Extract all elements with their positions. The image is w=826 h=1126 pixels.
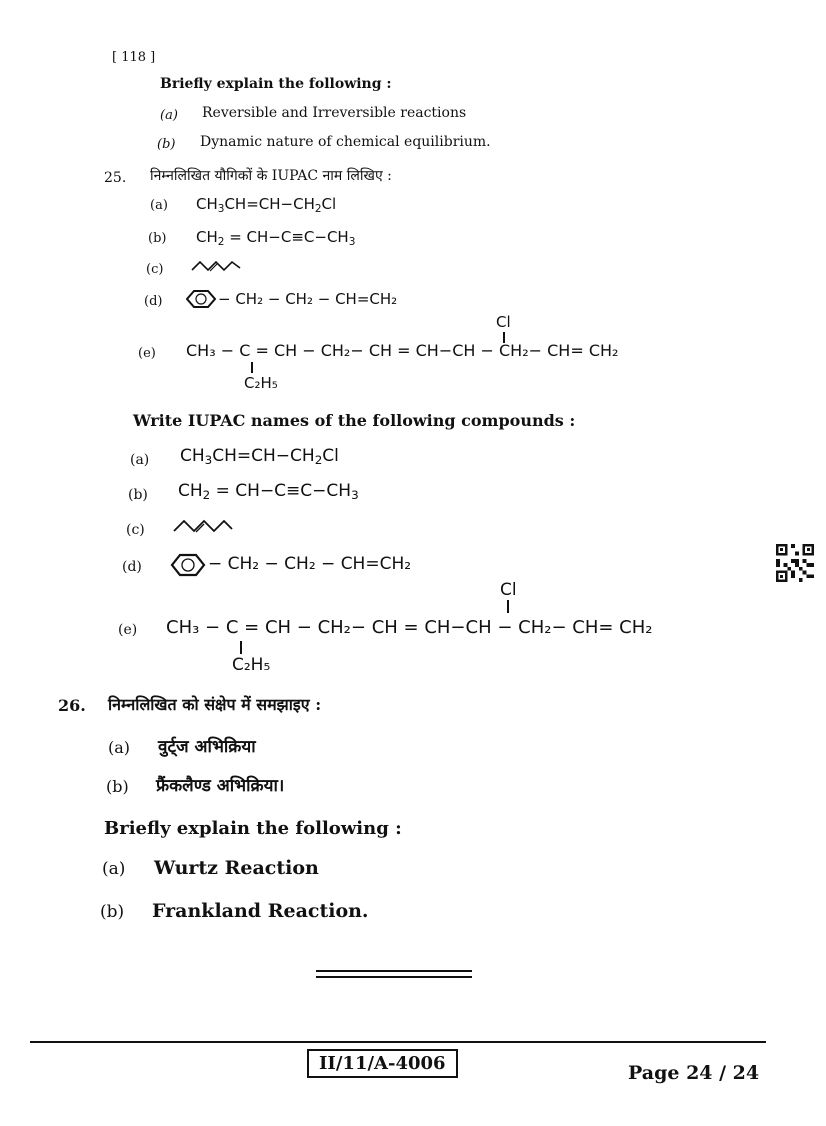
q25-en-compound-e: CH₃ − C = CH − CH₂− CH = CH−CH − CH₂− CH= CH₂ <box>166 617 653 638</box>
q26-hindi-instruction: निम्नलिखित को संक्षेप में समझाइए : <box>108 695 322 714</box>
q25-en-compound-d: − CH₂ − CH₂ − CH=CH₂ <box>208 554 412 574</box>
q25-en-label-d: (d) <box>122 559 142 575</box>
footer-page-number: Page 24 / 24 <box>628 1062 760 1084</box>
q25-english-instruction: Write IUPAC names of the following compounds : <box>133 411 576 430</box>
q25-en-label-e: (e) <box>118 622 138 638</box>
q25-hi-label-c: (c) <box>146 262 164 277</box>
q24-instruction: Briefly explain the following : <box>160 76 392 92</box>
q26-hi-item-b: फ्रैंकलैण्ड अभिक्रिया। <box>156 776 285 796</box>
q26-en-label-a: (a) <box>102 859 126 879</box>
q26-en-item-a: Wurtz Reaction <box>154 857 319 879</box>
q26-english-instruction: Briefly explain the following : <box>104 818 402 839</box>
q26-hi-item-a: वुर्ट्ज अभिक्रिया <box>158 737 256 757</box>
q25-en-label-c: (c) <box>126 522 145 538</box>
q25-hi-compound-e: CH₃ − C = CH − CH₂− CH = CH−CH − CH₂− CH= CH₂ <box>186 341 619 360</box>
end-divider <box>316 970 472 972</box>
q25-number: 25. <box>104 170 127 186</box>
q25-en-label-b: (b) <box>128 487 148 503</box>
q25-hi-label-b: (b) <box>148 231 167 246</box>
footer-code: II/11/A-4006 <box>307 1049 458 1078</box>
skeletal-diene-icon <box>172 517 234 535</box>
q26-hi-label-b: (b) <box>106 777 129 796</box>
q25-hi-c2h5-bond <box>251 362 253 373</box>
q25-hi-label-e: (e) <box>138 346 156 361</box>
q25-en-cl-bond <box>507 600 509 613</box>
q25-hindi-instruction: निम्नलिखित यौगिकों के IUPAC नाम लिखिए : <box>150 168 392 184</box>
q25-en-c2h5: C₂H₅ <box>232 655 271 675</box>
benzene-ring-icon <box>170 553 206 577</box>
q25-en-cl: Cl <box>500 580 517 600</box>
q24-item-b-label: (b) <box>157 137 176 152</box>
footer-rule <box>30 1041 766 1043</box>
q25-hi-label-a: (a) <box>150 198 168 213</box>
benzene-ring-icon <box>186 289 216 309</box>
page-ref: [ 118 ] <box>112 50 156 65</box>
q25-en-compound-a: $CH_3CH=CH-CH_2Cl$ <box>180 446 339 467</box>
q25-hi-compound-d: − CH₂ − CH₂ − CH=CH₂ <box>218 290 398 308</box>
q25-hi-c2h5: C₂H₅ <box>244 374 278 392</box>
q25-hi-label-d: (d) <box>144 294 163 309</box>
q26-hi-label-a: (a) <box>108 738 131 757</box>
q25-en-compound-b: $CH_2 = CH-C\equiv C-CH_3$ <box>178 481 359 502</box>
qr-code-icon <box>776 544 814 582</box>
q25-en-c2h5-bond <box>240 641 242 654</box>
end-divider-second <box>316 976 472 978</box>
q25-en-label-a: (a) <box>130 452 150 468</box>
q26-en-label-b: (b) <box>100 902 125 922</box>
skeletal-diene-icon <box>190 258 242 274</box>
q24-item-a-text: Reversible and Irreversible reactions <box>202 105 467 121</box>
q25-hi-compound-b: $CH_2 = CH-C\equiv C-CH_3$ <box>196 228 356 248</box>
q25-hi-compound-a: $CH_3CH=CH-CH_2Cl$ <box>196 195 337 215</box>
q24-item-b-text: Dynamic nature of chemical equilibrium. <box>200 134 491 150</box>
q25-hi-cl: Cl <box>496 313 511 331</box>
q26-number: 26. <box>58 696 86 715</box>
q24-item-a-label: (a) <box>160 108 178 123</box>
q26-en-item-b: Frankland Reaction. <box>152 900 369 922</box>
